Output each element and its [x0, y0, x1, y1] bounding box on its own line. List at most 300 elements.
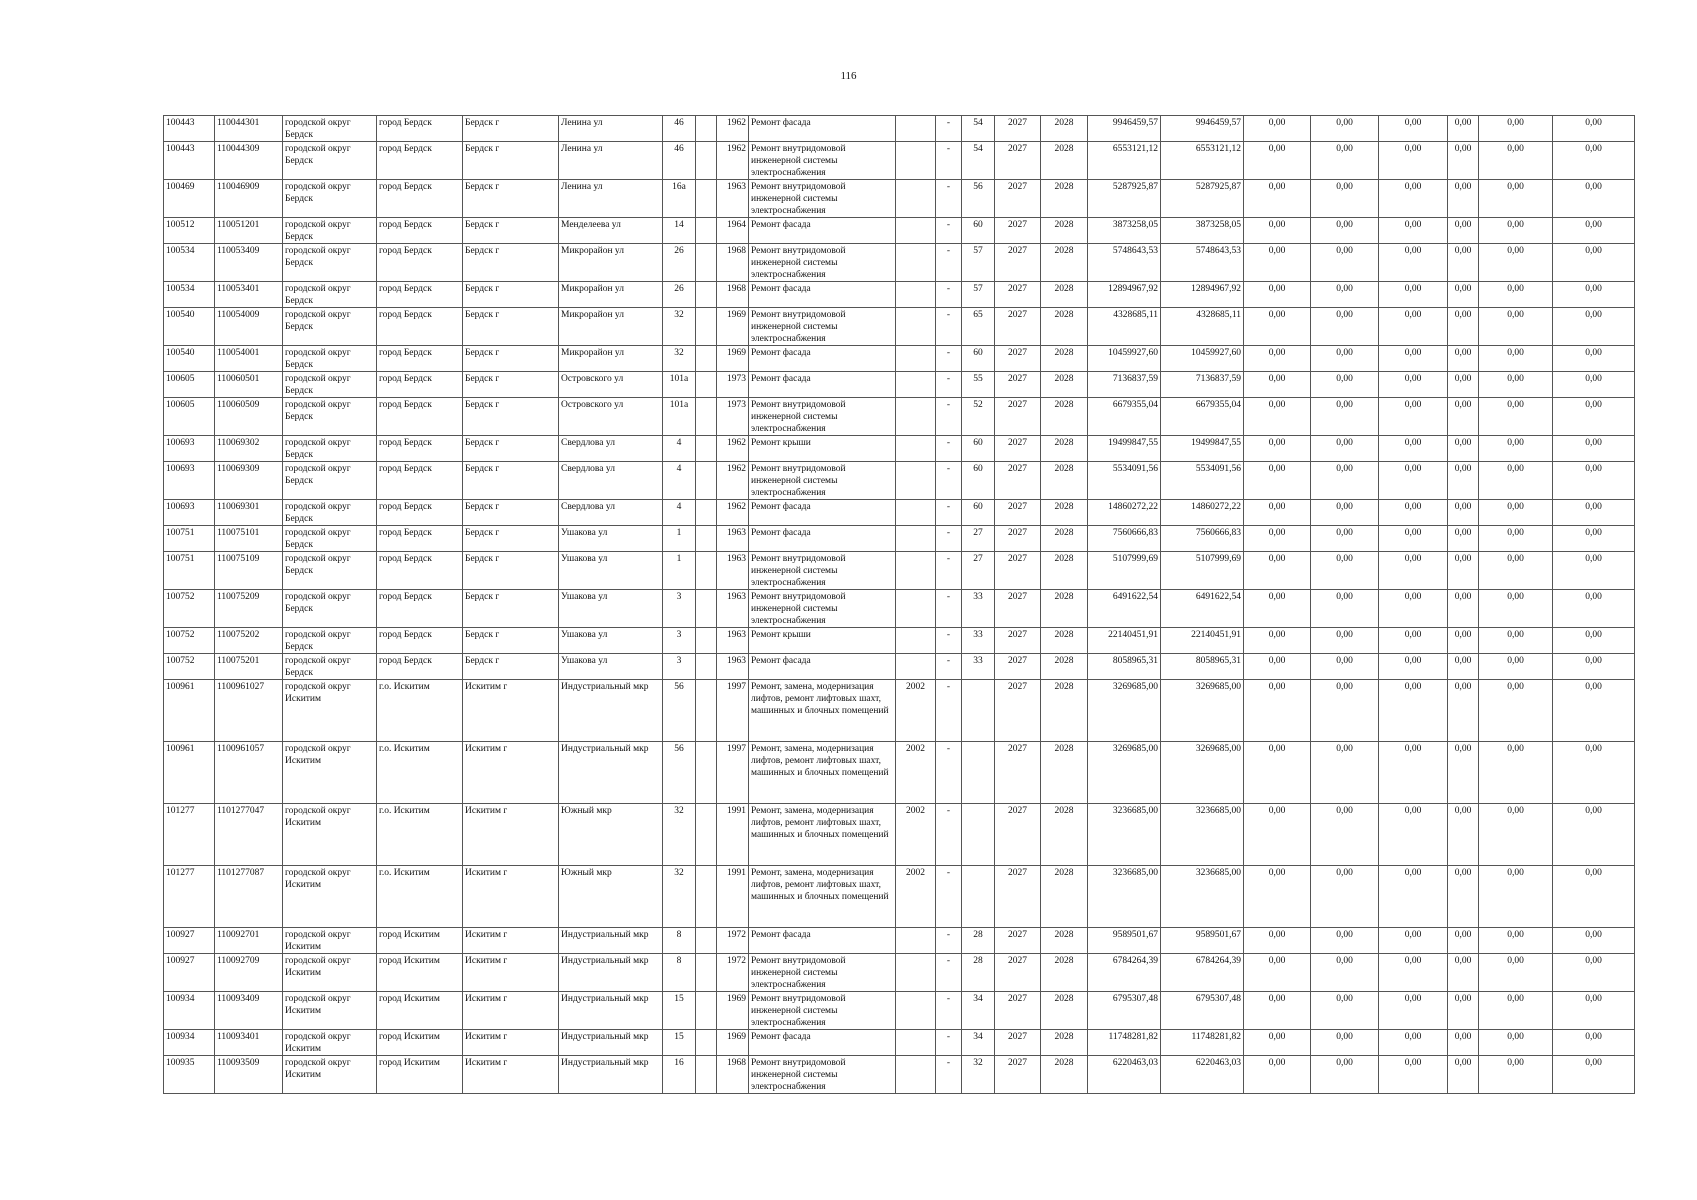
- district-cell: городской округ Бердск: [283, 180, 377, 218]
- house-id-cell: 100961: [164, 680, 215, 742]
- table-row: [164, 1030, 1635, 1056]
- cost-fund-cell: 8058965,31: [1161, 654, 1244, 680]
- cost-regional-cell: 0,00: [1311, 992, 1379, 1030]
- last-repair-year-cell: [896, 954, 936, 992]
- house-id-cell: 100935: [164, 1056, 215, 1094]
- locality-cell: Бердск г: [463, 218, 559, 244]
- locality-cell: Бердск г: [463, 244, 559, 282]
- house-number-cell: 4: [663, 436, 696, 462]
- locality-cell: Бердск г: [463, 372, 559, 398]
- cost-fund-cell: 3269685,00: [1161, 742, 1244, 804]
- locality-cell: Бердск г: [463, 398, 559, 436]
- cost-extra-cell: 0,00: [1553, 680, 1635, 742]
- house-number-cell: 3: [663, 590, 696, 628]
- cost-federal-cell: 0,00: [1244, 116, 1311, 142]
- cost-owners-cell: 0,00: [1479, 654, 1553, 680]
- dash-cell: -: [936, 866, 962, 928]
- cost-other-cell: 0,00: [1448, 1056, 1479, 1094]
- plan-start-year-cell: 2027: [995, 308, 1041, 346]
- work-type-cell: Ремонт внутридомовой инженерной системы электроснабжения: [749, 180, 896, 218]
- house-id-cell: 100605: [164, 372, 215, 398]
- cost-owners-cell: 0,00: [1479, 680, 1553, 742]
- cost-fund-cell: 5748643,53: [1161, 244, 1244, 282]
- cost-owners-cell: 0,00: [1479, 526, 1553, 552]
- settlement-cell: город Бердск: [377, 436, 463, 462]
- cost-federal-cell: 0,00: [1244, 654, 1311, 680]
- plan-start-year-cell: 2027: [995, 500, 1041, 526]
- locality-cell: Искитим г: [463, 866, 559, 928]
- cost-fund-cell: 19499847,55: [1161, 436, 1244, 462]
- dash-cell: -: [936, 742, 962, 804]
- cost-total-cell: 19499847,55: [1088, 436, 1161, 462]
- house-number-cell: 32: [663, 866, 696, 928]
- cost-extra-cell: 0,00: [1553, 308, 1635, 346]
- cost-extra-cell: 0,00: [1553, 398, 1635, 436]
- cost-local-cell: 0,00: [1379, 1056, 1448, 1094]
- house-id-cell: 100934: [164, 992, 215, 1030]
- work-type-cell: Ремонт, замена, модернизация лифтов, ремонт лифтовых шахт, машинных и блочных помещений: [749, 742, 896, 804]
- table-row: [164, 552, 1635, 590]
- cost-local-cell: 0,00: [1379, 954, 1448, 992]
- house-number-cell: 46: [663, 142, 696, 180]
- district-cell: городской округ Бердск: [283, 372, 377, 398]
- cost-total-cell: 3269685,00: [1088, 742, 1161, 804]
- cost-total-cell: 3236685,00: [1088, 866, 1161, 928]
- building-cell: [696, 928, 717, 954]
- work-id-cell: 110046909: [215, 180, 283, 218]
- work-type-cell: Ремонт крыши: [749, 436, 896, 462]
- last-repair-year-cell: 2002: [896, 680, 936, 742]
- cost-regional-cell: 0,00: [1311, 590, 1379, 628]
- cost-local-cell: 0,00: [1379, 116, 1448, 142]
- cost-other-cell: 0,00: [1448, 398, 1479, 436]
- house-id-cell: 100534: [164, 244, 215, 282]
- cost-owners-cell: 0,00: [1479, 1030, 1553, 1056]
- settlement-cell: город Бердск: [377, 552, 463, 590]
- building-cell: [696, 282, 717, 308]
- house-number-cell: 16: [663, 1056, 696, 1094]
- house-id-cell: 100605: [164, 398, 215, 436]
- cost-extra-cell: 0,00: [1553, 1056, 1635, 1094]
- cost-extra-cell: 0,00: [1553, 742, 1635, 804]
- cost-other-cell: 0,00: [1448, 142, 1479, 180]
- cost-other-cell: 0,00: [1448, 1030, 1479, 1056]
- commission-year-cell: 1973: [717, 372, 749, 398]
- work-id-cell: 110069301: [215, 500, 283, 526]
- house-id-cell: 100752: [164, 654, 215, 680]
- plan-end-year-cell: 2028: [1041, 282, 1088, 308]
- dash-cell: -: [936, 398, 962, 436]
- building-cell: [696, 1030, 717, 1056]
- wear-percent-cell: [962, 742, 995, 804]
- settlement-cell: город Искитим: [377, 1030, 463, 1056]
- dash-cell: -: [936, 1056, 962, 1094]
- cost-federal-cell: 0,00: [1244, 742, 1311, 804]
- cost-regional-cell: 0,00: [1311, 436, 1379, 462]
- wear-percent-cell: 33: [962, 654, 995, 680]
- district-cell: городской округ Бердск: [283, 346, 377, 372]
- cost-other-cell: 0,00: [1448, 116, 1479, 142]
- plan-start-year-cell: 2027: [995, 526, 1041, 552]
- plan-start-year-cell: 2027: [995, 866, 1041, 928]
- cost-local-cell: 0,00: [1379, 590, 1448, 628]
- district-cell: городской округ Бердск: [283, 628, 377, 654]
- district-cell: городской округ Искитим: [283, 742, 377, 804]
- plan-end-year-cell: 2028: [1041, 500, 1088, 526]
- cost-other-cell: 0,00: [1448, 654, 1479, 680]
- cost-federal-cell: 0,00: [1244, 628, 1311, 654]
- plan-end-year-cell: 2028: [1041, 346, 1088, 372]
- locality-cell: Бердск г: [463, 180, 559, 218]
- cost-extra-cell: 0,00: [1553, 590, 1635, 628]
- cost-federal-cell: 0,00: [1244, 1056, 1311, 1094]
- cost-regional-cell: 0,00: [1311, 244, 1379, 282]
- commission-year-cell: 1991: [717, 804, 749, 866]
- street-cell: Индустриальный мкр: [559, 742, 663, 804]
- street-cell: Южный мкр: [559, 866, 663, 928]
- cost-federal-cell: 0,00: [1244, 526, 1311, 552]
- district-cell: городской округ Бердск: [283, 116, 377, 142]
- settlement-cell: город Бердск: [377, 116, 463, 142]
- table-row: [164, 1056, 1635, 1094]
- dash-cell: -: [936, 526, 962, 552]
- district-cell: городской округ Бердск: [283, 282, 377, 308]
- building-cell: [696, 804, 717, 866]
- cost-owners-cell: 0,00: [1479, 928, 1553, 954]
- district-cell: городской округ Бердск: [283, 552, 377, 590]
- commission-year-cell: 1963: [717, 552, 749, 590]
- cost-federal-cell: 0,00: [1244, 462, 1311, 500]
- district-cell: городской округ Бердск: [283, 436, 377, 462]
- settlement-cell: город Бердск: [377, 500, 463, 526]
- last-repair-year-cell: [896, 218, 936, 244]
- work-id-cell: 110093509: [215, 1056, 283, 1094]
- settlement-cell: г.о. Искитим: [377, 804, 463, 866]
- work-type-cell: Ремонт внутридомовой инженерной системы электроснабжения: [749, 398, 896, 436]
- plan-end-year-cell: 2028: [1041, 116, 1088, 142]
- cost-fund-cell: 22140451,91: [1161, 628, 1244, 654]
- building-cell: [696, 628, 717, 654]
- plan-start-year-cell: 2027: [995, 590, 1041, 628]
- last-repair-year-cell: [896, 462, 936, 500]
- cost-fund-cell: 9589501,67: [1161, 928, 1244, 954]
- cost-extra-cell: 0,00: [1553, 142, 1635, 180]
- building-cell: [696, 218, 717, 244]
- cost-regional-cell: 0,00: [1311, 500, 1379, 526]
- building-cell: [696, 992, 717, 1030]
- dash-cell: -: [936, 552, 962, 590]
- cost-fund-cell: 12894967,92: [1161, 282, 1244, 308]
- cost-fund-cell: 3269685,00: [1161, 680, 1244, 742]
- work-id-cell: 110053401: [215, 282, 283, 308]
- work-type-cell: Ремонт, замена, модернизация лифтов, ремонт лифтовых шахт, машинных и блочных помещений: [749, 866, 896, 928]
- cost-regional-cell: 0,00: [1311, 804, 1379, 866]
- locality-cell: Бердск г: [463, 628, 559, 654]
- cost-local-cell: 0,00: [1379, 866, 1448, 928]
- building-cell: [696, 954, 717, 992]
- settlement-cell: город Бердск: [377, 180, 463, 218]
- cost-regional-cell: 0,00: [1311, 308, 1379, 346]
- dash-cell: -: [936, 346, 962, 372]
- cost-fund-cell: 11748281,82: [1161, 1030, 1244, 1056]
- capital-repair-table: [163, 115, 1635, 1094]
- cost-other-cell: 0,00: [1448, 552, 1479, 590]
- wear-percent-cell: 52: [962, 398, 995, 436]
- cost-owners-cell: 0,00: [1479, 116, 1553, 142]
- house-id-cell: 100443: [164, 116, 215, 142]
- cost-total-cell: 6220463,03: [1088, 1056, 1161, 1094]
- work-type-cell: Ремонт внутридомовой инженерной системы электроснабжения: [749, 142, 896, 180]
- building-cell: [696, 500, 717, 526]
- cost-owners-cell: 0,00: [1479, 742, 1553, 804]
- cost-local-cell: 0,00: [1379, 142, 1448, 180]
- plan-start-year-cell: 2027: [995, 654, 1041, 680]
- cost-federal-cell: 0,00: [1244, 590, 1311, 628]
- plan-start-year-cell: 2027: [995, 116, 1041, 142]
- cost-fund-cell: 6220463,03: [1161, 1056, 1244, 1094]
- last-repair-year-cell: [896, 282, 936, 308]
- last-repair-year-cell: [896, 928, 936, 954]
- house-number-cell: 8: [663, 928, 696, 954]
- house-number-cell: 26: [663, 244, 696, 282]
- cost-extra-cell: 0,00: [1553, 654, 1635, 680]
- last-repair-year-cell: [896, 500, 936, 526]
- cost-other-cell: 0,00: [1448, 628, 1479, 654]
- cost-federal-cell: 0,00: [1244, 866, 1311, 928]
- last-repair-year-cell: [896, 590, 936, 628]
- commission-year-cell: 1963: [717, 628, 749, 654]
- dash-cell: -: [936, 954, 962, 992]
- district-cell: городской округ Бердск: [283, 398, 377, 436]
- last-repair-year-cell: 2002: [896, 866, 936, 928]
- cost-owners-cell: 0,00: [1479, 398, 1553, 436]
- house-id-cell: 100927: [164, 928, 215, 954]
- locality-cell: Бердск г: [463, 526, 559, 552]
- wear-percent-cell: 57: [962, 244, 995, 282]
- cost-regional-cell: 0,00: [1311, 628, 1379, 654]
- cost-owners-cell: 0,00: [1479, 142, 1553, 180]
- street-cell: Микрорайон ул: [559, 308, 663, 346]
- work-id-cell: 110060501: [215, 372, 283, 398]
- work-id-cell: 110093401: [215, 1030, 283, 1056]
- cost-local-cell: 0,00: [1379, 680, 1448, 742]
- street-cell: Островского ул: [559, 372, 663, 398]
- commission-year-cell: 1991: [717, 866, 749, 928]
- cost-federal-cell: 0,00: [1244, 1030, 1311, 1056]
- commission-year-cell: 1962: [717, 500, 749, 526]
- commission-year-cell: 1972: [717, 954, 749, 992]
- cost-other-cell: 0,00: [1448, 282, 1479, 308]
- commission-year-cell: 1962: [717, 436, 749, 462]
- work-type-cell: Ремонт фасада: [749, 372, 896, 398]
- cost-owners-cell: 0,00: [1479, 992, 1553, 1030]
- last-repair-year-cell: [896, 526, 936, 552]
- plan-start-year-cell: 2027: [995, 954, 1041, 992]
- locality-cell: Бердск г: [463, 308, 559, 346]
- building-cell: [696, 680, 717, 742]
- work-type-cell: Ремонт фасада: [749, 218, 896, 244]
- cost-fund-cell: 10459927,60: [1161, 346, 1244, 372]
- dash-cell: -: [936, 308, 962, 346]
- wear-percent-cell: 34: [962, 1030, 995, 1056]
- work-type-cell: Ремонт внутридомовой инженерной системы электроснабжения: [749, 462, 896, 500]
- building-cell: [696, 346, 717, 372]
- table-body: [164, 116, 1635, 1094]
- work-type-cell: Ремонт фасада: [749, 282, 896, 308]
- cost-owners-cell: 0,00: [1479, 552, 1553, 590]
- cost-local-cell: 0,00: [1379, 398, 1448, 436]
- table-row: [164, 680, 1635, 742]
- locality-cell: Искитим г: [463, 742, 559, 804]
- work-type-cell: Ремонт фасада: [749, 1030, 896, 1056]
- cost-extra-cell: 0,00: [1553, 436, 1635, 462]
- cost-federal-cell: 0,00: [1244, 398, 1311, 436]
- cost-owners-cell: 0,00: [1479, 1056, 1553, 1094]
- house-number-cell: 8: [663, 954, 696, 992]
- cost-local-cell: 0,00: [1379, 500, 1448, 526]
- plan-start-year-cell: 2027: [995, 244, 1041, 282]
- plan-start-year-cell: 2027: [995, 1030, 1041, 1056]
- work-type-cell: Ремонт внутридомовой инженерной системы электроснабжения: [749, 954, 896, 992]
- table-row: [164, 742, 1635, 804]
- table-row: [164, 628, 1635, 654]
- plan-start-year-cell: 2027: [995, 1056, 1041, 1094]
- building-cell: [696, 866, 717, 928]
- street-cell: Свердлова ул: [559, 462, 663, 500]
- building-cell: [696, 526, 717, 552]
- cost-other-cell: 0,00: [1448, 928, 1479, 954]
- street-cell: Индустриальный мкр: [559, 992, 663, 1030]
- settlement-cell: город Бердск: [377, 346, 463, 372]
- cost-regional-cell: 0,00: [1311, 928, 1379, 954]
- work-id-cell: 110075101: [215, 526, 283, 552]
- table-row: [164, 500, 1635, 526]
- cost-extra-cell: 0,00: [1553, 282, 1635, 308]
- cost-owners-cell: 0,00: [1479, 866, 1553, 928]
- work-type-cell: Ремонт внутридомовой инженерной системы электроснабжения: [749, 590, 896, 628]
- table-row: [164, 308, 1635, 346]
- cost-local-cell: 0,00: [1379, 928, 1448, 954]
- house-number-cell: 4: [663, 500, 696, 526]
- house-id-cell: 100443: [164, 142, 215, 180]
- cost-local-cell: 0,00: [1379, 244, 1448, 282]
- plan-end-year-cell: 2028: [1041, 654, 1088, 680]
- locality-cell: Искитим г: [463, 928, 559, 954]
- cost-total-cell: 5287925,87: [1088, 180, 1161, 218]
- work-type-cell: Ремонт крыши: [749, 628, 896, 654]
- settlement-cell: город Бердск: [377, 628, 463, 654]
- wear-percent-cell: 32: [962, 1056, 995, 1094]
- cost-extra-cell: 0,00: [1553, 526, 1635, 552]
- plan-start-year-cell: 2027: [995, 218, 1041, 244]
- work-id-cell: 110060509: [215, 398, 283, 436]
- cost-total-cell: 5107999,69: [1088, 552, 1161, 590]
- table-row: [164, 218, 1635, 244]
- house-id-cell: 100469: [164, 180, 215, 218]
- street-cell: Ушакова ул: [559, 654, 663, 680]
- locality-cell: Бердск г: [463, 500, 559, 526]
- dash-cell: -: [936, 628, 962, 654]
- settlement-cell: г.о. Искитим: [377, 680, 463, 742]
- last-repair-year-cell: [896, 308, 936, 346]
- settlement-cell: город Бердск: [377, 526, 463, 552]
- cost-regional-cell: 0,00: [1311, 1056, 1379, 1094]
- dash-cell: -: [936, 372, 962, 398]
- plan-end-year-cell: 2028: [1041, 244, 1088, 282]
- cost-owners-cell: 0,00: [1479, 590, 1553, 628]
- house-id-cell: 100512: [164, 218, 215, 244]
- work-id-cell: 1100961027: [215, 680, 283, 742]
- street-cell: Ушакова ул: [559, 628, 663, 654]
- cost-extra-cell: 0,00: [1553, 804, 1635, 866]
- building-cell: [696, 398, 717, 436]
- district-cell: городской округ Искитим: [283, 866, 377, 928]
- settlement-cell: г.о. Искитим: [377, 742, 463, 804]
- street-cell: Микрорайон ул: [559, 244, 663, 282]
- district-cell: городской округ Бердск: [283, 526, 377, 552]
- plan-start-year-cell: 2027: [995, 628, 1041, 654]
- plan-start-year-cell: 2027: [995, 804, 1041, 866]
- locality-cell: Бердск г: [463, 462, 559, 500]
- cost-regional-cell: 0,00: [1311, 954, 1379, 992]
- wear-percent-cell: 55: [962, 372, 995, 398]
- cost-local-cell: 0,00: [1379, 180, 1448, 218]
- settlement-cell: город Искитим: [377, 1056, 463, 1094]
- street-cell: Микрорайон ул: [559, 346, 663, 372]
- cost-extra-cell: 0,00: [1553, 218, 1635, 244]
- table-row: [164, 590, 1635, 628]
- locality-cell: Искитим г: [463, 1056, 559, 1094]
- cost-federal-cell: 0,00: [1244, 954, 1311, 992]
- district-cell: городской округ Бердск: [283, 654, 377, 680]
- cost-local-cell: 0,00: [1379, 308, 1448, 346]
- building-cell: [696, 308, 717, 346]
- cost-regional-cell: 0,00: [1311, 526, 1379, 552]
- street-cell: Индустриальный мкр: [559, 954, 663, 992]
- district-cell: городской округ Искитим: [283, 1056, 377, 1094]
- last-repair-year-cell: [896, 552, 936, 590]
- cost-federal-cell: 0,00: [1244, 552, 1311, 590]
- wear-percent-cell: [962, 866, 995, 928]
- cost-other-cell: 0,00: [1448, 680, 1479, 742]
- wear-percent-cell: 60: [962, 462, 995, 500]
- plan-end-year-cell: 2028: [1041, 462, 1088, 500]
- dash-cell: -: [936, 462, 962, 500]
- cost-other-cell: 0,00: [1448, 346, 1479, 372]
- district-cell: городской округ Искитим: [283, 804, 377, 866]
- last-repair-year-cell: [896, 628, 936, 654]
- table-row: [164, 116, 1635, 142]
- dash-cell: -: [936, 1030, 962, 1056]
- work-id-cell: 110051201: [215, 218, 283, 244]
- cost-local-cell: 0,00: [1379, 628, 1448, 654]
- settlement-cell: город Бердск: [377, 142, 463, 180]
- street-cell: Ленина ул: [559, 142, 663, 180]
- house-id-cell: 100693: [164, 436, 215, 462]
- dash-cell: -: [936, 436, 962, 462]
- plan-start-year-cell: 2027: [995, 180, 1041, 218]
- street-cell: Ушакова ул: [559, 590, 663, 628]
- work-type-cell: Ремонт, замена, модернизация лифтов, ремонт лифтовых шахт, машинных и блочных помещений: [749, 804, 896, 866]
- last-repair-year-cell: [896, 142, 936, 180]
- house-id-cell: 100540: [164, 346, 215, 372]
- cost-owners-cell: 0,00: [1479, 282, 1553, 308]
- work-id-cell: 110054001: [215, 346, 283, 372]
- cost-owners-cell: 0,00: [1479, 346, 1553, 372]
- cost-fund-cell: 14860272,22: [1161, 500, 1244, 526]
- wear-percent-cell: 27: [962, 552, 995, 590]
- commission-year-cell: 1963: [717, 180, 749, 218]
